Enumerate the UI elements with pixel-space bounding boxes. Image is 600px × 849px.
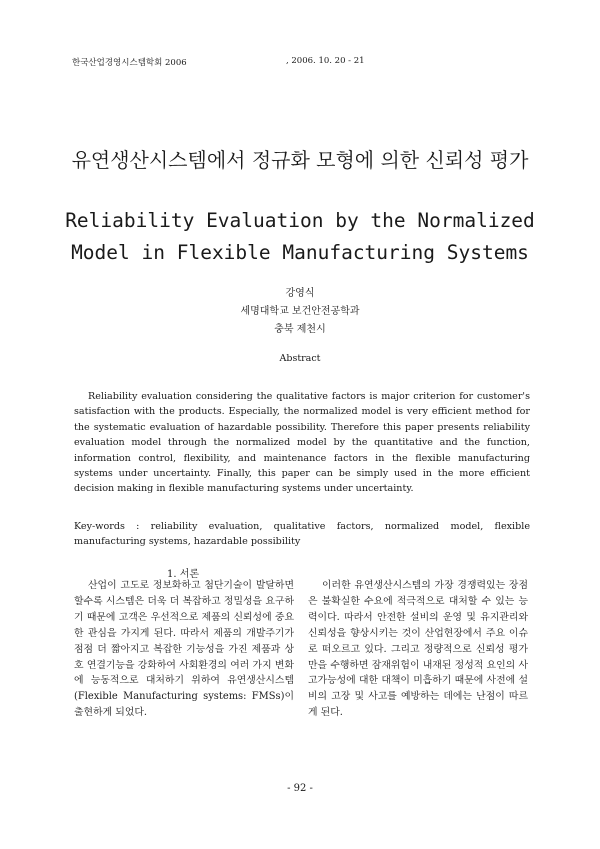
title-english-line-1: Reliability Evaluation by the Normalized bbox=[65, 209, 535, 232]
author-name: 강영식 bbox=[285, 288, 315, 299]
header-date: , 2006. 10. 20 - 21 bbox=[286, 56, 365, 66]
running-header bbox=[72, 56, 528, 70]
abstract-heading: Abstract bbox=[279, 353, 321, 364]
body-column-right: 이러한 유연생산시스템의 가장 경쟁력있는 장점은 불확실한 수요에 적극적으로 대처할 수 있는 능력이다. 따라서 안전한 설비의 운영 및 유지관리와 신뢰성을 향상시키는 것이 산업현장에서 주요 이슈로 떠오르고 있다. 그리고 정량적으로 신뢰성 평가만을 수행하면 잠재위험이 내재된 정성적 요인의 사고가능성에 대한 대책이 미흡하기 때문에 사전에 설비의 고장 및 사고를 예방하는 데에는 난점이 따르게 된다. bbox=[308, 580, 528, 719]
section-heading: 1. 서론 bbox=[166, 569, 200, 580]
title-english bbox=[40, 205, 560, 269]
author-location: 충북 제천시 bbox=[274, 324, 326, 335]
keywords: Key-words : reliability evaluation, qualitative factors, normalized model, flexible manufacturing systems, hazardable possibility bbox=[74, 521, 530, 548]
author-affiliation: 세명대학교 보건안전공학과 bbox=[240, 306, 360, 317]
title-english-line-2: Model in Flexible Manufacturing Systems bbox=[71, 241, 529, 264]
title-korean: 유연생산시스템에서 정규화 모형에 의한 신뢰성 평가 bbox=[71, 148, 529, 172]
body-column-left: 산업이 고도로 정보화하고 첨단기술이 발달하면 할수록 시스템은 더욱 더 복잡하고 정밀성을 요구하기 때문에 고객은 우선적으로 제품의 신뢰성에 중요한 관심을 가지게 된다. 따라서 제품의 개발주기가 점점 더 짧아지고 복잡한 기능성을 가진 제품과 상호 연결기능을 강화하여 사회환경의 여러 가지 변화에 능동적으로 대처하기 위하여 유연생산시스템(Flexible Manufacturing systems: FMSs)이 출현하게 되었다. bbox=[74, 580, 294, 719]
header-conference: 한국산업경영시스템학회 2006 bbox=[72, 58, 187, 68]
author-block bbox=[100, 285, 500, 339]
page-number: - 92 - bbox=[287, 783, 313, 794]
abstract-text: Reliability evaluation considering the qualitative factors is major criterion for customer's satisfaction with the products. Especially, the normalized model is very efficient method for the systematic evaluation of hazardable possibility. Therefore this paper presents reliability evaluation model through the normalized model by the quantitative and the function, information control, flexibility, and maintenance factors in the flexible manufacturing systems under uncertainty. Finally, this paper can be simply used in the more efficient decision making in flexible manufacturing systems under uncertainty. bbox=[74, 391, 530, 495]
